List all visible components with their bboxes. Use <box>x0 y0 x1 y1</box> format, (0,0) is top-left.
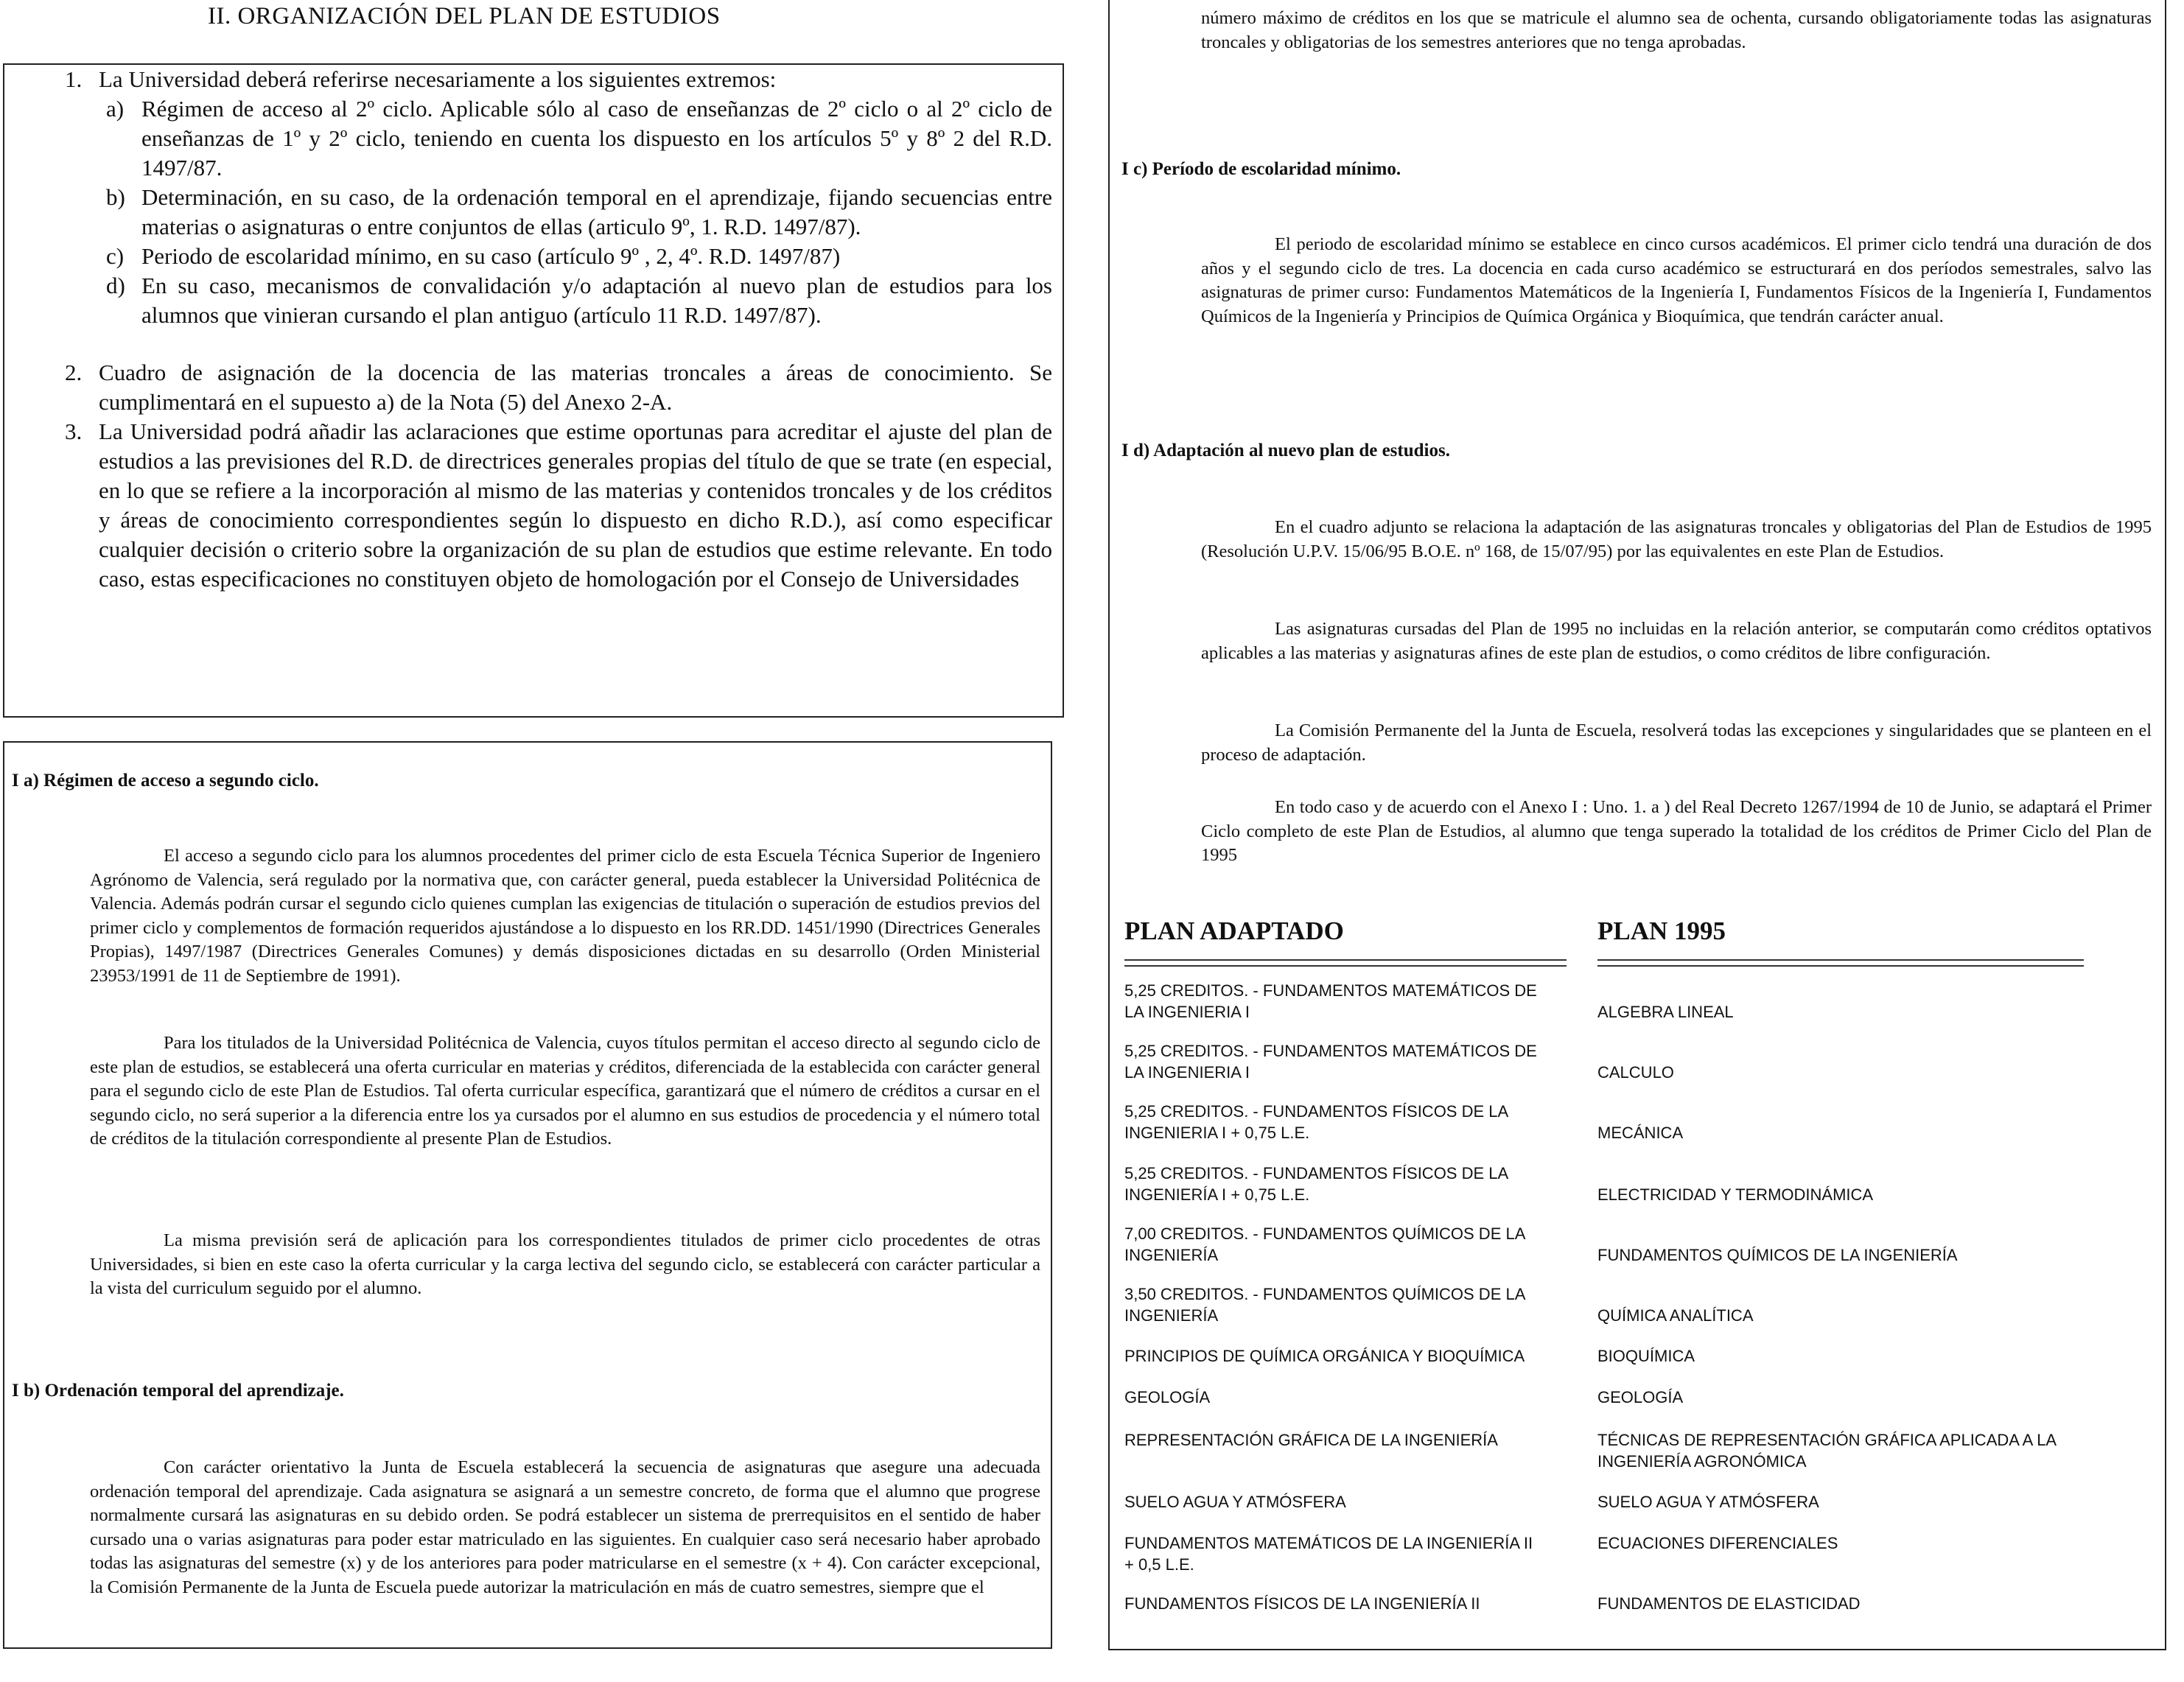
section-heading-id: I d) Adaptación al nuevo plan de estudios. <box>1121 441 1450 460</box>
subitem-c <box>106 242 1052 271</box>
double-rule <box>1124 959 1567 967</box>
subitem-b <box>106 183 1052 242</box>
plan-1995-cell: FUNDAMENTOS DE ELASTICIDAD <box>1597 1594 1861 1613</box>
item-text: La Universidad podrá añadir las aclaraciones que estime oportunas para acreditar el ajuste del plan de estudios a las previsiones del R.D. de directrices generales propias del título de que se trate (en especial, en lo que se refiere a la incorporación al mismo de las materias y contenidos troncales y de los créditos y áreas de conocimiento correspondientes según lo dispuesto en dicho R.D.), así como especificar cualquier decisión o criterio sobre la organización de su plan de estudios que estime relevante. En todo caso, estas especificaciones no constituyen objeto de homologación por el Consejo de Universidades <box>99 418 1052 592</box>
plan-1995-cell: SUELO AGUA Y ATMÓSFERA <box>1597 1493 1819 1511</box>
plan-1995-cell: ECUACIONES DIFERENCIALES <box>1597 1534 1838 1552</box>
plan-adaptado-cell: 5,25 CREDITOS. - FUNDAMENTOS FÍSICOS DE LA INGENIERIA I + 0,75 L.E. <box>1124 1102 1508 1142</box>
subitem-text: En su caso, mecanismos de convalidación y/o adaptación al nuevo plan de estudios para los alumnos que vinieran cursando el plan antiguo (artículo 11 R.D. 1497/87). <box>141 273 1052 328</box>
subitem-letter: c) <box>106 243 125 269</box>
section-heading-ib: I b) Ordenación temporal del aprendizaje. <box>12 1381 344 1401</box>
page-title: II. ORGANIZACIÓN DEL PLAN DE ESTUDIOS <box>208 3 721 29</box>
plan-1995-cell: ALGEBRA LINEAL <box>1597 1003 1734 1021</box>
double-rule <box>1597 959 2084 967</box>
subitem-text: Determinación, en su caso, de la ordenación temporal en el aprendizaje, fijando secuencias entre materias o asignaturas o entre conjuntos de ellas (articulo 9º, 1. R.D. 1497/87). <box>141 184 1052 239</box>
paragraph: En el cuadro adjunto se relaciona la adaptación de las asignaturas troncales y obligatorias del Plan de Estudios de 1995 (Resolución U.P.V. 15/06/95 B.O.E. nº 168, de 15/07/95) por las equivalentes en este Plan de Estudios. <box>1201 517 2152 561</box>
paragraph: Las asignaturas cursadas del Plan de 1995 no incluidas en la relación anterior, se computarán como créditos optativos aplicables a las materias y asignaturas afines de este plan de estudios, o como créditos de libre configuración. <box>1201 619 2152 663</box>
column-heading-plan-adaptado: PLAN ADAPTADO <box>1124 917 1344 945</box>
plan-1995-cell: MECÁNICA <box>1597 1124 1684 1142</box>
paragraph: número máximo de créditos en los que se matricule el alumno sea de ochenta, cursando obligatoriamente todas las asignaturas troncales y obligatorias de los semestres anteriores que no tenga aprobadas. <box>1201 8 2152 52</box>
plan-adaptado-cell: 5,25 CREDITOS. - FUNDAMENTOS FÍSICOS DE LA INGENIERÍA I + 0,75 L.E. <box>1124 1164 1508 1204</box>
item-number: 2. <box>65 360 83 385</box>
paragraph: En todo caso y de acuerdo con el Anexo I : Uno. 1. a ) del Real Decreto 1267/1994 de 10 de Junio, se adaptará el Primer Ciclo completo de este Plan de Estudios, al alumno que tenga superado la totalidad de los créditos de Primer Ciclo del Plan de 1995 <box>1201 797 2152 865</box>
subitem-text: Periodo de escolaridad mínimo, en su caso (artículo 9º , 2, 4º. R.D. 1497/87) <box>141 243 841 269</box>
subitem-d <box>106 271 1052 330</box>
plan-adaptado-cell: SUELO AGUA Y ATMÓSFERA <box>1124 1493 1346 1511</box>
subitem-text: Régimen de acceso al 2º ciclo. Aplicable sólo al caso de enseñanzas de 2º ciclo o al 2º ciclo de enseñanzas de 1º y 2º ciclo, teniendo en cuenta los dispuesto en los artículos 5º y 8º 2 del R.D. 1497/87. <box>141 96 1052 181</box>
paragraph: La misma previsión será de aplicación para los correspondientes titulados de primer ciclo procedentes de otras Universidades, si bien en este caso la oferta curricular y la carga lectiva del segundo ciclo, se establecerá con carácter particular a la vista del curriculum seguido por el alumno. <box>90 1230 1040 1298</box>
item-number: 1. <box>65 66 83 92</box>
requirements-list <box>65 65 1052 594</box>
plan-1995-cell: GEOLOGÍA <box>1597 1388 1684 1406</box>
item-text: Cuadro de asignación de la docencia de las materias troncales a áreas de conocimiento. Se cumplimentará en el supuesto a) de la Nota (5) del Anexo 2-A. <box>99 360 1052 415</box>
plan-1995-cell: CALCULO <box>1597 1063 1674 1082</box>
plan-adaptado-cell: 7,00 CREDITOS. - FUNDAMENTOS QUÍMICOS DE LA INGENIERÍA <box>1124 1224 1525 1264</box>
plan-1995-cell: FUNDAMENTOS QUÍMICOS DE LA INGENIERÍA <box>1597 1246 1958 1264</box>
plan-adaptado-cell: 5,25 CREDITOS. - FUNDAMENTOS MATEMÁTICOS DE LA INGENIERIA I <box>1124 981 1537 1021</box>
plan-adaptado-cell: GEOLOGÍA <box>1124 1388 1211 1406</box>
left-section-box <box>3 741 1052 1649</box>
requirement-item-2 <box>65 358 1052 417</box>
plan-adaptado-cell: FUNDAMENTOS MATEMÁTICOS DE LA INGENIERÍA II + 0,5 L.E. <box>1124 1534 1533 1574</box>
paragraph: La Comisión Permanente del la Junta de Escuela, resolverá todas las excepciones y singularidades que se planteen en el proceso de adaptación. <box>1201 721 2152 765</box>
column-heading-plan-1995: PLAN 1995 <box>1597 917 1726 945</box>
item-text: La Universidad deberá referirse necesariamente a los siguientes extremos: <box>99 66 777 92</box>
plan-1995-cell: BIOQUÍMICA <box>1597 1347 1695 1365</box>
item-number: 3. <box>65 418 83 444</box>
plan-adaptado-cell: FUNDAMENTOS FÍSICOS DE LA INGENIERÍA II <box>1124 1594 1480 1613</box>
right-section-box <box>1108 0 2166 1650</box>
plan-adaptado-cell: 5,25 CREDITOS. - FUNDAMENTOS MATEMÁTICOS DE LA INGENIERIA I <box>1124 1042 1537 1082</box>
plan-adaptado-cell: PRINCIPIOS DE QUÍMICA ORGÁNICA Y BIOQUÍMICA <box>1124 1347 1525 1365</box>
section-heading-ic: I c) Período de escolaridad mínimo. <box>1121 159 1401 179</box>
subitem-a <box>106 94 1052 183</box>
plan-adaptado-cell: 3,50 CREDITOS. - FUNDAMENTOS QUÍMICOS DE LA INGENIERÍA <box>1124 1285 1525 1325</box>
subitem-letter: d) <box>106 273 125 298</box>
subitem-letter: b) <box>106 184 125 210</box>
requirement-item-1 <box>65 65 1052 330</box>
requirement-item-3 <box>65 417 1052 594</box>
plan-adaptado-cell: REPRESENTACIÓN GRÁFICA DE LA INGENIERÍA <box>1124 1431 1498 1449</box>
paragraph: Para los titulados de la Universidad Politécnica de Valencia, cuyos títulos permitan el acceso directo al segundo ciclo de este plan de estudios, se establecerá una oferta curricular en materias y créditos, diferenciada de la establecida con carácter general para el segundo ciclo de este Plan de Estudios. Tal oferta curricular específica, garantizará que el número de créditos a cursar en el segundo ciclo, no será superior a la diferencia entre los ya cursados por el alumno en sus estudios de procedencia y el número total de créditos de la titulación correspondiente al presente Plan de Estudios. <box>90 1033 1040 1149</box>
plan-1995-cell: QUÍMICA ANALÍTICA <box>1597 1306 1754 1325</box>
paragraph: El periodo de escolaridad mínimo se establece en cinco cursos académicos. El primer ciclo tendrá una duración de dos años y el segundo ciclo de tres. La docencia en cada curso académico se estructurará en dos períodos semestrales, salvo las asignaturas de primer curso: Fundamentos Matemáticos de la Ingeniería I, Fundamentos Físicos de la Ingeniería I, Fundamentos Químicos de la Ingeniería y Principios de Química Orgánica y Bioquímica, que tendrán carácter anual. <box>1201 234 2152 326</box>
requirements-box <box>3 63 1064 718</box>
subitem-letter: a) <box>106 96 125 122</box>
paragraph: El acceso a segundo ciclo para los alumnos procedentes del primer ciclo de esta Escuela Técnica Superior de Ingeniero Agrónomo de Valencia, será regulado por la normativa que, con carácter general, pueda establecer la Universidad Politécnica de Valencia. Además podrán cursar el segundo ciclo quienes cumplan las exigencias de titulación o superación de estudios previos del primer ciclo y complementos de formación requeridos ajustándose a lo dispuesto en los RR.DD. 1451/1990 (Directrices Generales Propias), 1497/1987 (Directrices Generales Comunes) y demás disposiciones dictadas en su desarrollo (Orden Ministerial 23953/1991 de 11 de Septiembre de 1991). <box>90 846 1040 986</box>
paragraph: Con carácter orientativo la Junta de Escuela establecerá la secuencia de asignaturas que asegure una adecuada ordenación temporal del aprendizaje. Cada asignatura se asignará a un semestre concreto, de forma que el alumno que progrese normalmente cursará las asignaturas en su debido orden. Se podrá establecer un sistema de prerrequisitos en el sentido de haber cursado una o varias asignaturas para poder estar matriculado en las siguientes. En cualquier caso será necesario haber aprobado todas las asignaturas del semestre (x) y de los anteriores para poder matricularse en el semestre (x + 4). Con carácter excepcional, la Comisión Permanente de la Junta de Escuela puede autorizar la matriculación en más de cuatro semestres, siempre que el <box>90 1457 1040 1597</box>
plan-1995-cell: TÉCNICAS DE REPRESENTACIÓN GRÁFICA APLICADA A LA INGENIERÍA AGRONÓMICA <box>1597 1431 2056 1471</box>
plan-1995-cell: ELECTRICIDAD Y TERMODINÁMICA <box>1597 1185 1874 1204</box>
section-heading-ia: I a) Régimen de acceso a segundo ciclo. <box>12 771 319 791</box>
